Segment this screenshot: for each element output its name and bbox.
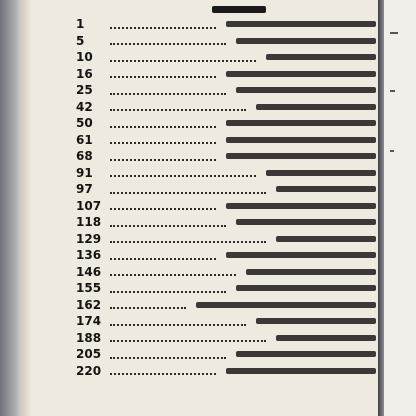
toc-leader-dots xyxy=(110,339,266,342)
toc-row xyxy=(76,214,376,231)
toc-chapter-title xyxy=(226,71,376,77)
toc-row xyxy=(76,330,376,347)
toc-leader-dots xyxy=(110,108,246,111)
toc-row xyxy=(76,198,376,215)
toc-page-number: 16 xyxy=(76,66,93,81)
toc-leader-dots xyxy=(110,323,246,326)
heading-glyphs xyxy=(212,6,266,13)
toc-page-number: 220 xyxy=(76,363,102,378)
toc-row xyxy=(76,132,376,149)
toc-page-number: 10 xyxy=(76,50,93,65)
toc-row xyxy=(76,231,376,248)
toc-leader-dots xyxy=(110,26,216,29)
toc-row xyxy=(76,165,376,182)
toc-leader-dots xyxy=(110,257,216,260)
toc-row xyxy=(76,346,376,363)
toc-page-number: 188 xyxy=(76,330,102,345)
toc-page-number: 136 xyxy=(76,248,102,263)
toc-chapter-title xyxy=(226,203,376,209)
toc-chapter-title xyxy=(276,335,376,341)
toc-row xyxy=(76,148,376,165)
toc-page-number: 162 xyxy=(76,297,102,312)
adjacent-page xyxy=(384,0,416,416)
toc-chapter-title xyxy=(266,54,376,60)
book-page xyxy=(18,0,378,416)
toc-leader-dots xyxy=(110,158,216,161)
page-curl-shadow xyxy=(18,0,32,416)
toc-chapter-title xyxy=(236,38,376,44)
toc-leader-dots xyxy=(110,356,226,359)
toc-page-number: 42 xyxy=(76,99,93,114)
toc-chapter-title xyxy=(266,170,376,176)
toc-row xyxy=(76,247,376,264)
table-of-contents xyxy=(76,16,376,379)
toc-leader-dots xyxy=(110,273,236,276)
toc-page-number: 68 xyxy=(76,149,93,164)
toc-page-number: 146 xyxy=(76,264,102,279)
toc-chapter-title xyxy=(226,252,376,258)
toc-leader-dots xyxy=(110,306,186,309)
toc-leader-dots xyxy=(110,191,266,194)
toc-row xyxy=(76,82,376,99)
toc-chapter-title xyxy=(256,104,376,110)
toc-page-number: 91 xyxy=(76,165,93,180)
toc-leader-dots xyxy=(110,42,226,45)
toc-chapter-title xyxy=(276,236,376,242)
toc-page-number: 5 xyxy=(76,33,85,48)
adjacent-page-mark xyxy=(390,150,394,152)
toc-chapter-title xyxy=(196,302,376,308)
toc-leader-dots xyxy=(110,207,216,210)
toc-row xyxy=(76,99,376,116)
toc-page-number: 61 xyxy=(76,132,93,147)
toc-chapter-title xyxy=(236,219,376,225)
toc-page-number: 97 xyxy=(76,182,93,197)
toc-leader-dots xyxy=(110,141,216,144)
toc-chapter-title xyxy=(256,318,376,324)
toc-leader-dots xyxy=(110,240,266,243)
toc-page-number: 118 xyxy=(76,215,102,230)
toc-page-number: 107 xyxy=(76,198,102,213)
toc-page-number: 205 xyxy=(76,347,102,362)
toc-row xyxy=(76,280,376,297)
toc-leader-dots xyxy=(110,224,226,227)
toc-chapter-title xyxy=(226,153,376,159)
toc-row xyxy=(76,33,376,50)
toc-page-number: 50 xyxy=(76,116,93,131)
toc-chapter-title xyxy=(276,186,376,192)
toc-row xyxy=(76,66,376,83)
toc-chapter-title xyxy=(226,368,376,374)
toc-row xyxy=(76,181,376,198)
adjacent-page-mark xyxy=(390,32,398,34)
toc-chapter-title xyxy=(236,351,376,357)
toc-row xyxy=(76,264,376,281)
toc-chapter-title xyxy=(236,285,376,291)
toc-leader-dots xyxy=(110,174,256,177)
toc-row xyxy=(76,297,376,314)
toc-row xyxy=(76,16,376,33)
toc-leader-dots xyxy=(110,75,216,78)
toc-row xyxy=(76,363,376,380)
toc-leader-dots xyxy=(110,372,216,375)
toc-leader-dots xyxy=(110,290,226,293)
toc-chapter-title xyxy=(236,87,376,93)
toc-leader-dots xyxy=(110,59,256,62)
toc-chapter-title xyxy=(226,137,376,143)
toc-row xyxy=(76,313,376,330)
page-heading xyxy=(18,4,378,16)
toc-chapter-title xyxy=(226,21,376,27)
toc-page-number: 174 xyxy=(76,314,102,329)
toc-row xyxy=(76,115,376,132)
toc-chapter-title xyxy=(226,120,376,126)
toc-page-number: 129 xyxy=(76,231,102,246)
toc-leader-dots xyxy=(110,125,216,128)
toc-page-number: 155 xyxy=(76,281,102,296)
toc-page-number: 1 xyxy=(76,17,85,32)
toc-page-number: 25 xyxy=(76,83,93,98)
toc-row xyxy=(76,49,376,66)
toc-chapter-title xyxy=(246,269,376,275)
toc-leader-dots xyxy=(110,92,226,95)
adjacent-page-mark xyxy=(390,90,395,92)
